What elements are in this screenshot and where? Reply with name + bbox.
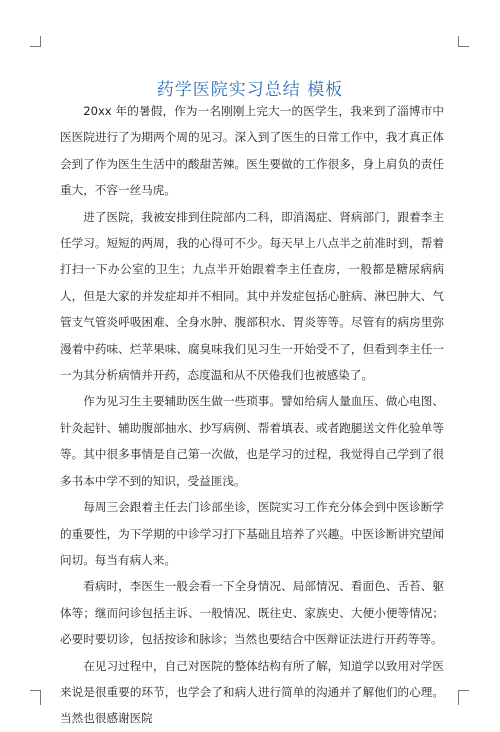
paragraph-4: 每周三会跟着主任去门诊部坐诊，医院实习工作充分体会到中医诊断学的重要性，为下学期的中诊学习打下基础且培养了兴趣。中医诊断讲究望闻问切。每当有病人来。 <box>60 500 444 567</box>
paragraph-2: 进了医院，我被安排到住院部内二科，即消渴症、肾病部门，跟着李主任学习。短短的两周，我的心得可不少。每天早上八点半之前准时到，帮着打扫一下办公室的卫生；九点半开始跟着李主任查房，一般都是糖尿病病人，但是大家的并发症却并不相同。其中并发症包括心脏病、淋巴肿大、气管支气管炎呼吸困难、全身水肿、腹部积水、胃炎等等。尽管有的病房里弥漫着中药味、烂苹果味、腐臭味我们见习生一开始受不了，但看到李主任一一为其分析病情并开药，态度温和从不厌倦我们也被感染了。 <box>60 209 444 383</box>
crop-mark-top-right <box>458 36 469 47</box>
paragraph-5: 看病时，李医生一般会看一下全身情况、局部情况、看面色、舌苔、躯体等；继而问诊包括主诉、一般情况、既往史、家族史、大便小便等情况；必要时要切诊，包括按诊和脉诊；当然也要结合中医辩证法进行开药等等。 <box>60 579 444 647</box>
paragraph-1: 20xx 年的暑假，作为一名刚刚上完大一的医学生，我来到了淄博市中医医院进行了为期两个周的见习。深入到了医生的日常工作中，我才真正体会到了作为医生生活中的酸甜苦辣。医生要做的工作很多，身上肩负的责任重大，不容一丝马虎。 <box>60 104 444 198</box>
crop-mark-bottom-right <box>458 690 469 705</box>
document-title: 药学医院实习总结 模板 <box>156 80 344 101</box>
crop-mark-bottom-left <box>30 690 41 705</box>
document-body <box>60 92 444 732</box>
paragraph-6: 在见习过程中，自己对医院的整体结构有所了解，知道学以致用对学医来说是很重要的环节，也学会了和病人进行简单的沟通并了解他们的心理。当然也很感谢医院 <box>60 658 444 726</box>
paragraph-3: 作为见习生主要辅助医生做一些琐事。譬如给病人量血压、做心电图、针灸起针、辅助腹部抽水、抄写病例、帮着填表、或者跑腿送文件化验单等等。其中很多事情是自己第一次做，也是学习的过程，我觉得自己学到了很多书本中学不到的知识，受益匪浅。 <box>60 394 444 488</box>
crop-mark-top-left <box>30 36 41 47</box>
